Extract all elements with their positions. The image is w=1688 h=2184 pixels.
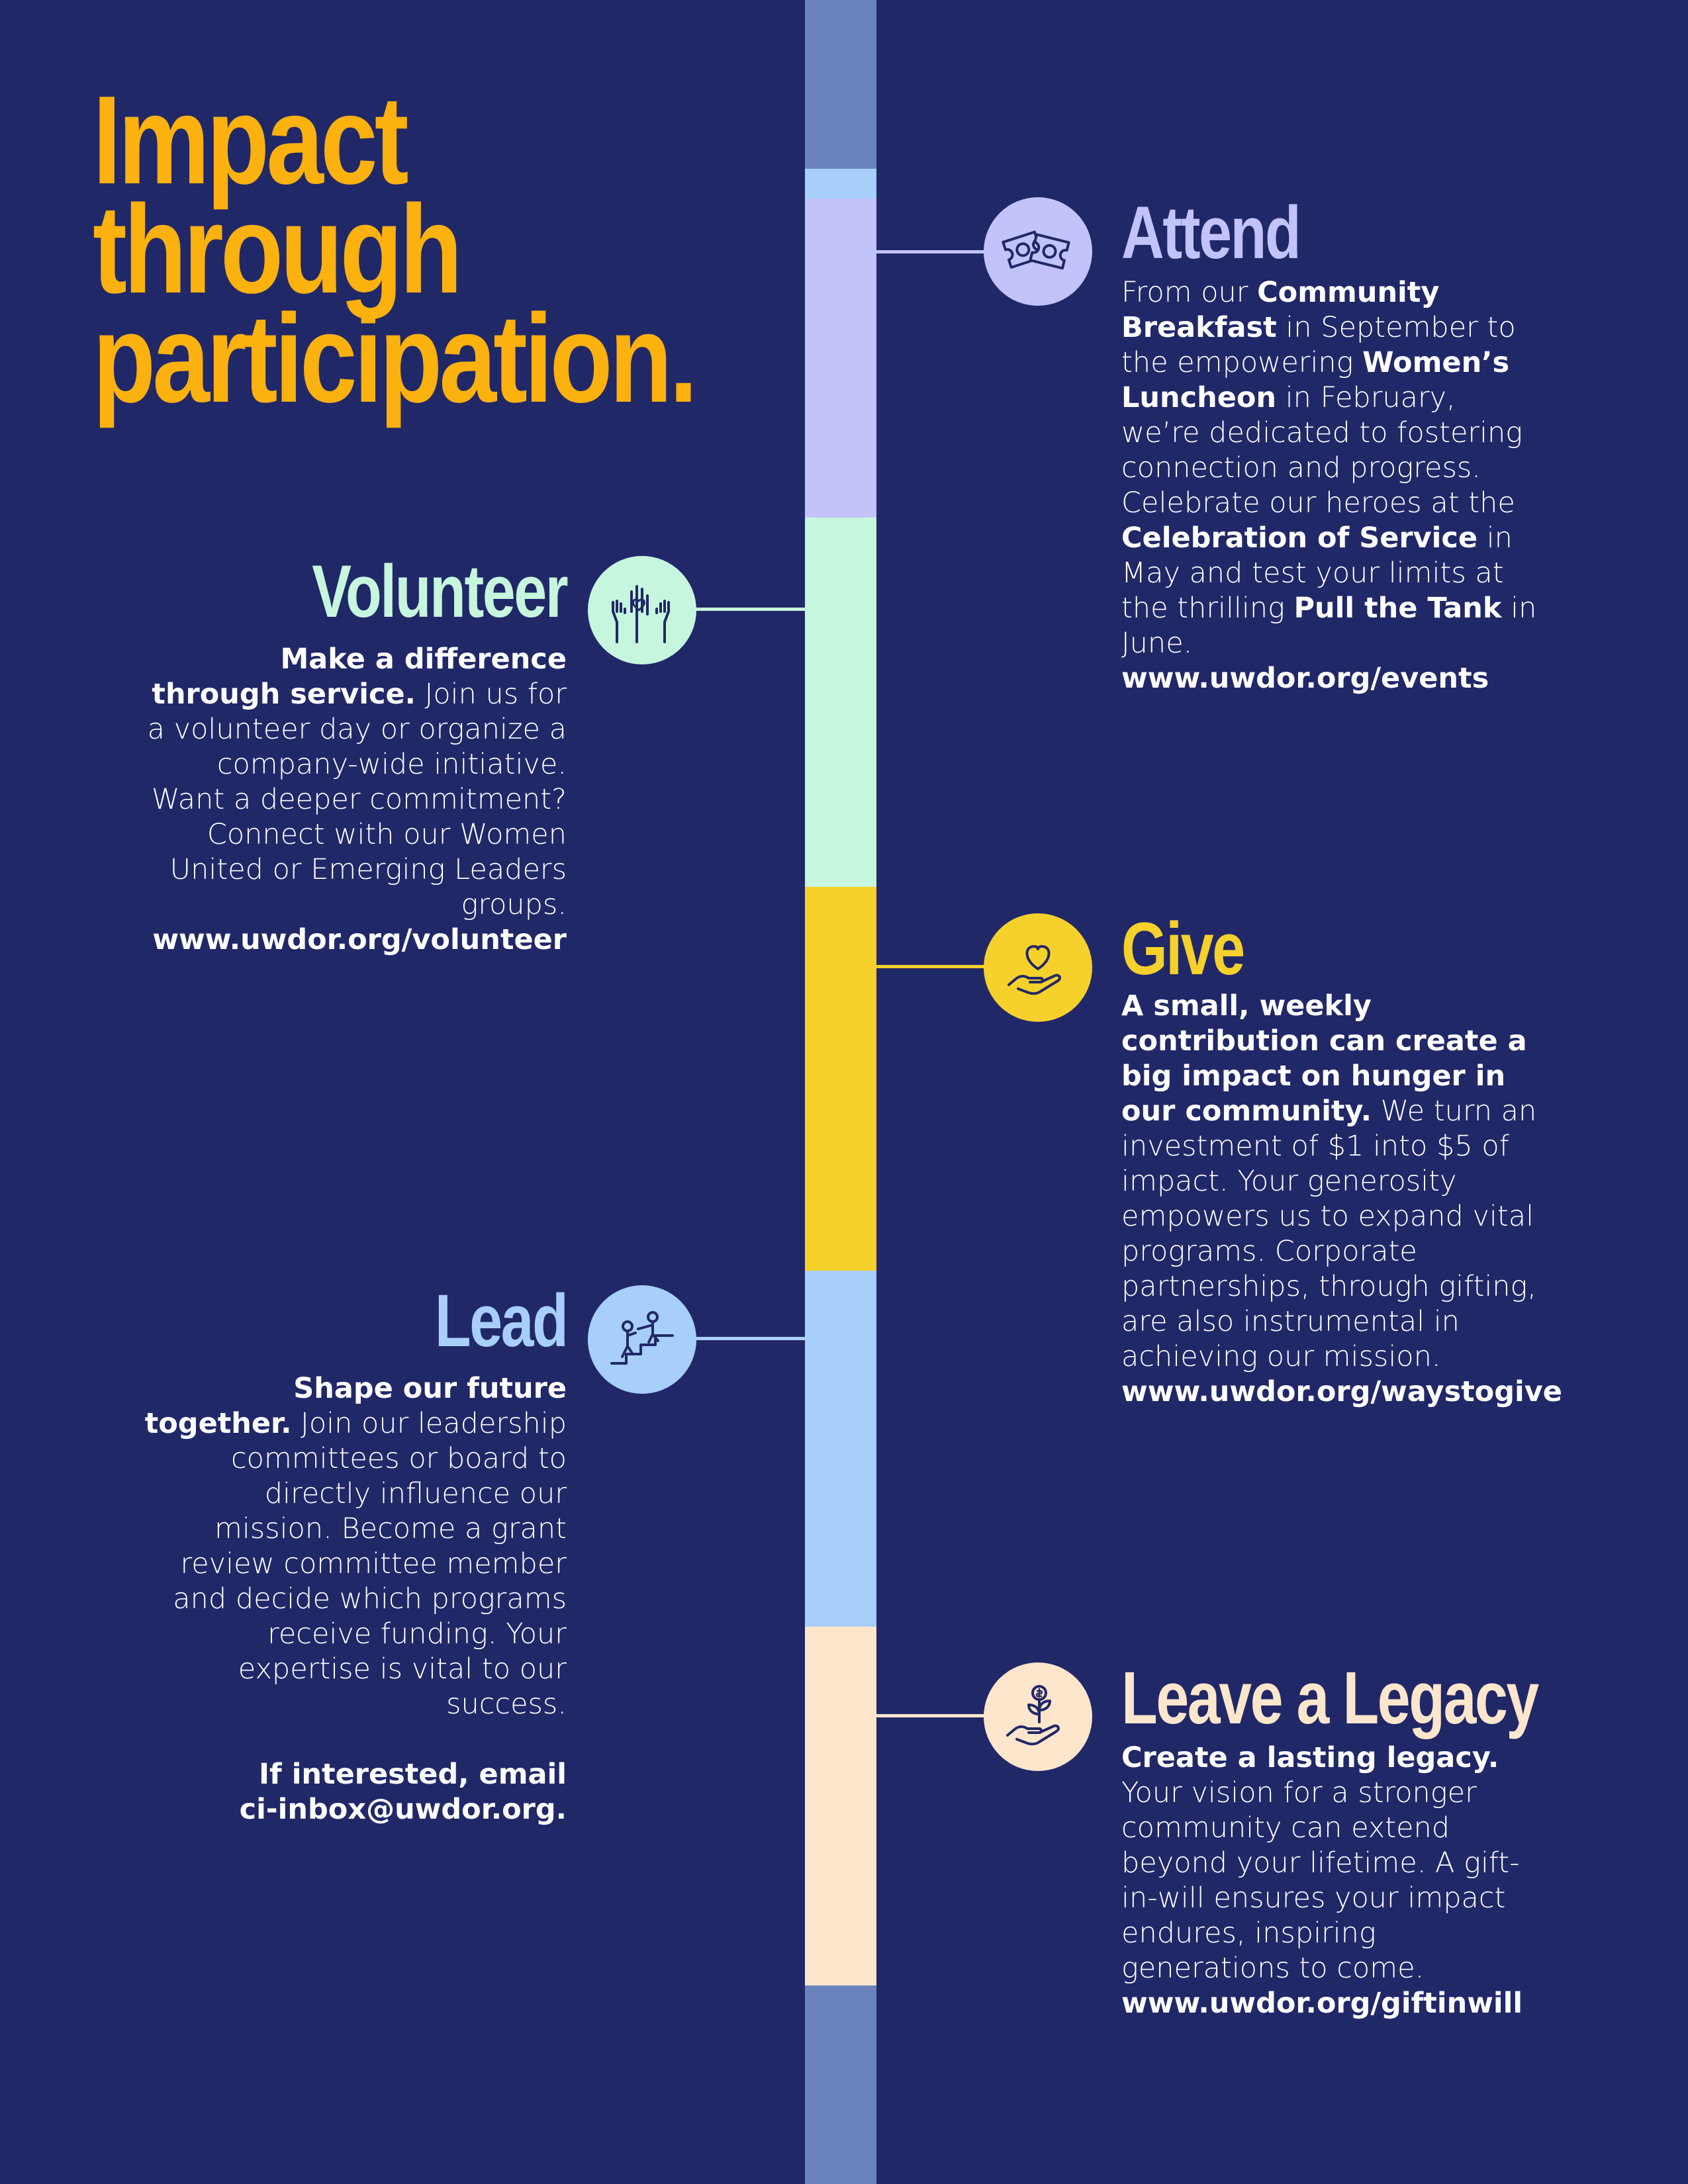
attend-event-breakfast: Community Breakfast	[1121, 276, 1440, 344]
attend-connector	[876, 250, 986, 253]
attend-event-celebration: Celebration of Service	[1121, 522, 1478, 555]
give-link[interactable]: www.uwdor.org/waystogive	[1121, 1375, 1562, 1408]
lead-body	[143, 1371, 567, 1827]
legacy-heading: Leave a Legacy	[1121, 1657, 1538, 1739]
lead-spacer	[143, 1722, 567, 1757]
attend-event-pull-the-tank: Pull the Tank	[1293, 592, 1502, 625]
volunteer-connector	[694, 608, 805, 611]
attend-icon-circle	[984, 197, 1092, 306]
attend-link[interactable]: www.uwdor.org/events	[1121, 662, 1489, 695]
band-segment-accent	[805, 169, 876, 199]
band-segment-legacy	[805, 1627, 876, 1985]
page-title: Impact through participation.	[93, 70, 695, 429]
legacy-text: Your vision for a stronger community can extend beyond your lifetime. A gift-in-will ensures your impact endures, inspiring generations to come.	[1121, 1776, 1520, 1985]
give-heading: Give	[1121, 907, 1244, 990]
give-connector	[876, 965, 986, 968]
volunteer-heading: Volunteer	[312, 550, 567, 633]
heart-in-hand-icon	[998, 928, 1078, 1007]
volunteer-body	[143, 642, 567, 958]
legacy-body	[1121, 1741, 1545, 2021]
attend-text: in February, we’re dedicated to fostering connection and progress. Celebrate our heroes at the	[1121, 381, 1523, 520]
helping-up-stairs-icon	[602, 1300, 682, 1379]
attend-body	[1121, 275, 1538, 696]
volunteer-icon-circle	[588, 556, 696, 664]
give-icon-circle	[984, 913, 1092, 1022]
legacy-lead-text: Create a lasting legacy.	[1121, 1741, 1499, 1774]
attend-text: in May and test your limits at the thrilling	[1121, 522, 1513, 625]
give-lead-text: A small, weekly contribution can create a big impact on hunger in our community.	[1121, 989, 1527, 1128]
give-text: We turn an investment of $1 into $5 of impact. Your generosity empowers us to expand vital programs. Corporate partnerships, through gifting, are also instrumental in achieving our mission.	[1121, 1095, 1537, 1373]
money-plant-in-hand-icon	[998, 1677, 1078, 1756]
lead-heading: Lead	[434, 1279, 567, 1362]
volunteer-lead-text: Make a difference through service.	[152, 643, 567, 711]
band-segment-top	[805, 0, 876, 169]
legacy-icon-circle	[984, 1662, 1092, 1771]
band-segment-volunteer	[805, 518, 876, 887]
lead-lead-text: Shape our future together.	[144, 1372, 567, 1440]
attend-heading: Attend	[1121, 191, 1300, 274]
volunteer-link[interactable]: www.uwdor.org/volunteer	[152, 923, 567, 956]
attend-event-luncheon: Women’s Luncheon	[1121, 346, 1510, 414]
band-segment-lead	[805, 1271, 876, 1627]
band-segment-bottom	[805, 1985, 876, 2184]
lead-text: Join our leadership committees or board to directly influence our mission. Become a grant review committee member and decide which programs receive funding. Your expertise is vital to our success.	[173, 1407, 567, 1721]
legacy-link[interactable]: www.uwdor.org/giftinwill	[1121, 1987, 1523, 2020]
lead-icon-circle	[588, 1285, 696, 1394]
tickets-icon	[998, 212, 1078, 291]
attend-text: in June.	[1121, 592, 1537, 660]
attend-text: From our	[1121, 276, 1258, 309]
raised-hands-icon	[602, 570, 682, 650]
lead-contact-label: If interested, email	[259, 1758, 567, 1791]
band-segment-attend	[805, 199, 876, 518]
volunteer-text: Join us for a volunteer day or organize a company-wide initiative. Want a deeper commitment? Connect with our Women United or Emerging Leaders groups.	[147, 678, 567, 921]
lead-connector	[694, 1337, 805, 1340]
legacy-connector	[876, 1714, 986, 1717]
band-segment-give	[805, 887, 876, 1271]
lead-contact-email[interactable]: ci-inbox@uwdor.org.	[239, 1793, 567, 1826]
attend-text: in September to the empowering	[1121, 311, 1516, 379]
give-body	[1121, 989, 1562, 1410]
